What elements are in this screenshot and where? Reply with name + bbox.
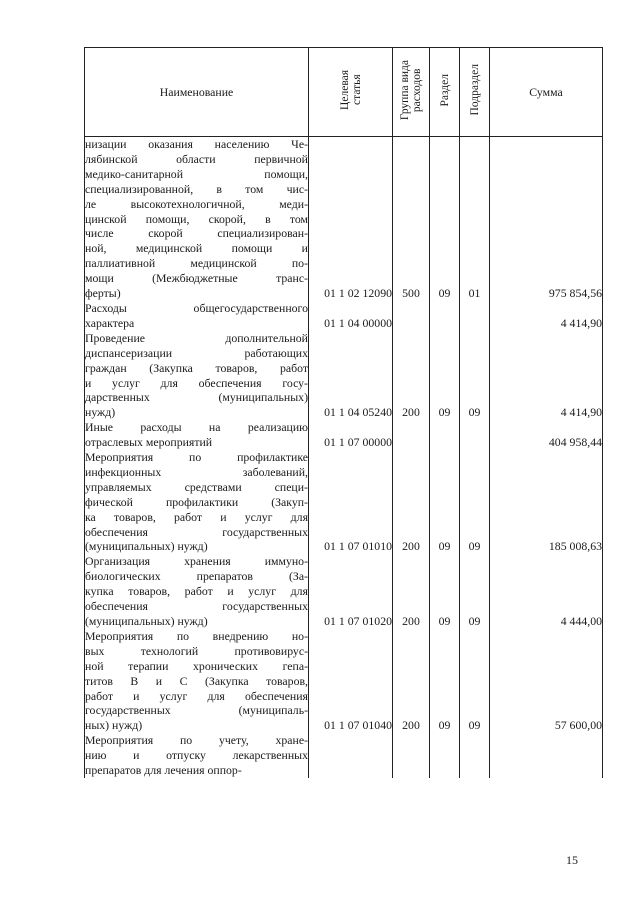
table-row	[85, 331, 603, 420]
header-section: Раздел	[430, 48, 460, 137]
row-name-line: Мероприятия по профилактике	[85, 450, 308, 465]
row-name	[85, 450, 309, 554]
row-expense-group: 200	[393, 331, 430, 420]
row-name-line: фической профилактики (Закуп-	[85, 494, 308, 509]
row-name-line: Мероприятия по учету, хране-	[85, 733, 308, 748]
row-section	[430, 733, 460, 778]
row-name	[85, 331, 309, 420]
row-section: 09	[430, 629, 460, 733]
row-name	[85, 137, 309, 301]
row-name-line: Проведение дополнительной	[85, 330, 308, 345]
row-target-code: 01 1 07 01010	[309, 450, 393, 554]
row-section: 09	[430, 331, 460, 420]
row-name-line: характера	[85, 315, 135, 330]
row-name-line: Мероприятия по внедрению но-	[85, 628, 308, 643]
row-name	[85, 733, 309, 778]
row-name-line: Расходы общегосударственного	[85, 300, 308, 315]
row-name-line: (муниципальных) нужд)	[85, 614, 208, 628]
row-name-line: мощи (Межбюджетные транс-	[85, 271, 308, 286]
row-name-line: обеспечения государственных	[85, 599, 308, 614]
row-name-line: нужд)	[85, 405, 116, 420]
row-target-code: 01 1 07 01020	[309, 554, 393, 629]
row-target-code: 01 1 02 12090	[309, 137, 393, 301]
row-target-code: 01 1 04 00000	[309, 301, 393, 331]
table-header-row	[85, 48, 603, 137]
row-name-line: ных) нужд)	[85, 718, 143, 733]
row-section	[430, 420, 460, 450]
table-row	[85, 420, 603, 450]
table-row	[85, 301, 603, 331]
row-sum: 4 444,00	[490, 554, 603, 629]
header-target-article: Целевая статья	[309, 48, 393, 137]
row-sum	[490, 733, 603, 778]
row-name-line: ферты)	[85, 286, 121, 301]
row-name-line: работ и услуг для обеспечения	[85, 688, 308, 703]
row-name-line: числе скорой специализирован-	[85, 226, 308, 241]
row-name-line: паллиативной медицинской по-	[85, 256, 308, 271]
table-row	[85, 137, 603, 301]
row-expense-group	[393, 420, 430, 450]
row-subsection: 09	[460, 331, 490, 420]
header-sum: Сумма	[490, 48, 603, 137]
header-subsection: Подраздел	[460, 48, 490, 137]
row-sum: 404 958,44	[490, 420, 603, 450]
row-name-line: инфекционных заболеваний,	[85, 464, 308, 479]
row-name-line: обеспечения государственных	[85, 524, 308, 539]
row-expense-group: 200	[393, 554, 430, 629]
row-name-line: государственных (муниципаль-	[85, 703, 308, 718]
row-expense-group: 200	[393, 629, 430, 733]
row-sum: 4 414,90	[490, 301, 603, 331]
table-row	[85, 554, 603, 629]
row-section: 09	[430, 554, 460, 629]
row-name-line: специализированной, в том чис-	[85, 181, 308, 196]
row-name-line: ной, медицинской помощи и	[85, 241, 308, 256]
row-name-line: титов В и С (Закупка товаров,	[85, 673, 308, 688]
row-name-line: диспансеризации работающих	[85, 345, 308, 360]
row-sum: 57 600,00	[490, 629, 603, 733]
row-subsection: 09	[460, 450, 490, 554]
row-name-line: низации оказания населению Че-	[85, 137, 308, 151]
row-name-line: вых технологий противовирус-	[85, 643, 308, 658]
row-section: 09	[430, 137, 460, 301]
row-name-line: Организация хранения иммуно-	[85, 554, 308, 569]
row-name-line: ной терапии хронических гепа-	[85, 658, 308, 673]
row-expense-group: 200	[393, 450, 430, 554]
row-subsection: 01	[460, 137, 490, 301]
page-number: 15	[566, 853, 578, 867]
row-name-line: отраслевых мероприятий	[85, 435, 213, 450]
row-name-line: управляемых средствами специ-	[85, 479, 308, 494]
row-name	[85, 301, 309, 331]
row-name-line: цинской помощи, скорой, в том	[85, 211, 308, 226]
row-name-line: медико-санитарной помощи,	[85, 166, 308, 181]
row-name	[85, 629, 309, 733]
row-name-line: биологических препаратов (За-	[85, 569, 308, 584]
row-name-line: нию и отпуску лекарственных	[85, 748, 308, 763]
header-expense-group: Группа вида расходов	[393, 48, 430, 137]
row-name-line: купка товаров, работ и услуг для	[85, 584, 308, 599]
row-subsection: 09	[460, 554, 490, 629]
row-name-line: лябинской области первичной	[85, 151, 308, 166]
row-name-line: ле высокотехнологичной, меди-	[85, 196, 308, 211]
table-row	[85, 733, 603, 778]
row-name	[85, 420, 309, 450]
row-name-line: (муниципальных) нужд)	[85, 539, 208, 554]
row-name-line: препаратов для лечения оппор-	[85, 763, 242, 778]
row-subsection	[460, 733, 490, 778]
row-name-line: дарственных (муниципальных)	[85, 390, 308, 405]
row-section	[430, 301, 460, 331]
row-subsection: 09	[460, 629, 490, 733]
header-name: Наименование	[85, 48, 309, 137]
row-expense-group	[393, 733, 430, 778]
table-row	[85, 450, 603, 554]
row-target-code	[309, 733, 393, 778]
row-sum: 185 008,63	[490, 450, 603, 554]
row-target-code: 01 1 07 01040	[309, 629, 393, 733]
row-section: 09	[430, 450, 460, 554]
row-expense-group	[393, 301, 430, 331]
row-sum: 4 414,90	[490, 331, 603, 420]
row-expense-group: 500	[393, 137, 430, 301]
row-name	[85, 554, 309, 629]
row-sum: 975 854,56	[490, 137, 603, 301]
table-body	[85, 137, 603, 778]
budget-table	[84, 47, 603, 778]
table-row	[85, 629, 603, 733]
row-target-code: 01 1 07 00000	[309, 420, 393, 450]
row-target-code: 01 1 04 05240	[309, 331, 393, 420]
row-subsection	[460, 301, 490, 331]
row-subsection	[460, 420, 490, 450]
row-name-line: Иные расходы на реализацию	[85, 420, 308, 435]
row-name-line: граждан (Закупка товаров, работ	[85, 360, 308, 375]
row-name-line: и услуг для обеспечения госу-	[85, 375, 308, 390]
row-name-line: ка товаров, работ и услуг для	[85, 509, 308, 524]
